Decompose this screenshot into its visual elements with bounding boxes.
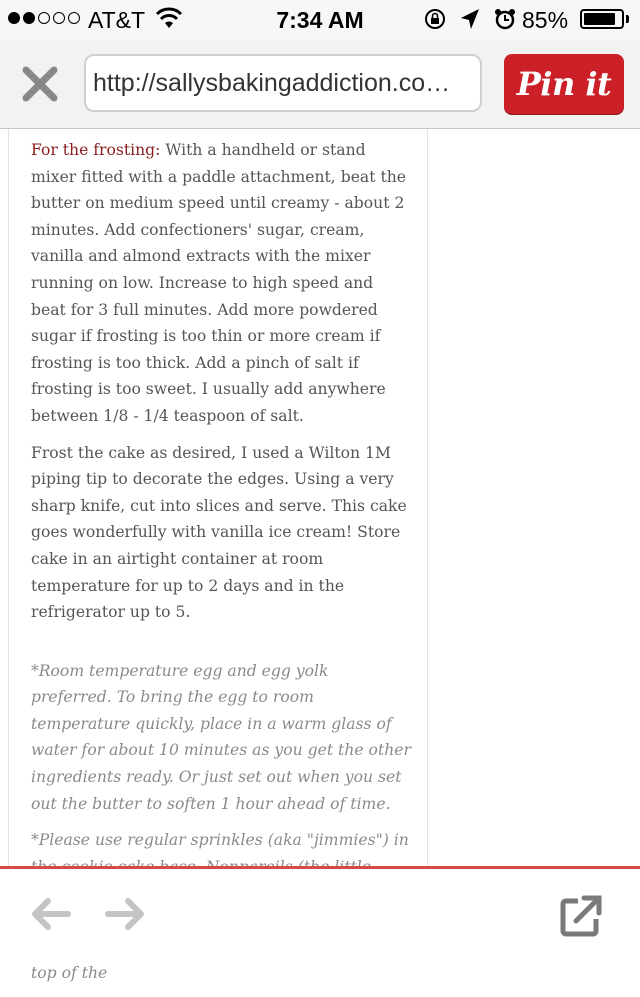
url-field[interactable]: http://sallysbakingaddiction.co… bbox=[84, 54, 482, 112]
open-external-icon[interactable] bbox=[560, 895, 602, 942]
sprinkles-note-text: *Please use regular sprinkles (aka "jimmies") in bbox=[31, 831, 409, 850]
carrier-label: AT&T bbox=[88, 7, 146, 33]
alarm-clock-icon bbox=[494, 8, 516, 36]
close-icon[interactable] bbox=[20, 64, 60, 104]
rotation-lock-icon bbox=[424, 8, 446, 36]
bottom-toolbar bbox=[0, 869, 640, 960]
frosting-paragraph bbox=[31, 137, 411, 430]
status-bar bbox=[0, 0, 640, 40]
back-arrow-icon[interactable] bbox=[30, 897, 70, 936]
browser-nav-bar bbox=[0, 40, 640, 129]
egg-note: *Room temperature egg and egg yolk preferred. To bring the egg to room temperature quickly, place in a warm glass of water for about 10 minutes as you get the other ingredients ready. Or just set out when you set out the butter to soften 1 hour ahead of time. bbox=[31, 661, 411, 813]
clock: 7:34 AM bbox=[276, 7, 364, 33]
web-content[interactable] bbox=[0, 129, 640, 983]
location-arrow-icon bbox=[460, 8, 480, 36]
battery-icon bbox=[580, 9, 624, 29]
sprinkles-note-tail: top of the bbox=[31, 964, 108, 983]
battery-percent: 85% bbox=[522, 7, 569, 33]
article-column bbox=[8, 129, 428, 983]
pin-it-button[interactable]: Pin it bbox=[504, 54, 624, 114]
frosting-label: For the frosting: bbox=[31, 141, 161, 159]
frosting-text: With a handheld or stand mixer fitted with a paddle attachment, beat the butter on medium speed until creamy - about 2 minutes. Add confectioners' sugar, cream, vanilla and almond extracts with the mixer running on low. Increase to high speed and beat for 3 full minutes. Add more powdered sugar if frosting is too thin or more cream if frosting is too thick. Add a pinch of salt if frosting is too sweet. I usually add anywhere between 1/8 - 1/4 teaspoon of salt. bbox=[31, 141, 406, 425]
forward-arrow-icon[interactable] bbox=[106, 897, 146, 936]
frost-cake-paragraph: Frost the cake as desired, I used a Wilton 1M piping tip to decorate the edges. Using a very sharp knife, cut into slices and serve. This cake goes wonderfully with vanilla ice cream! Store cake in an airtight container at room temperature for up to 2 days and in the refrigerator up to 5. bbox=[31, 443, 407, 622]
